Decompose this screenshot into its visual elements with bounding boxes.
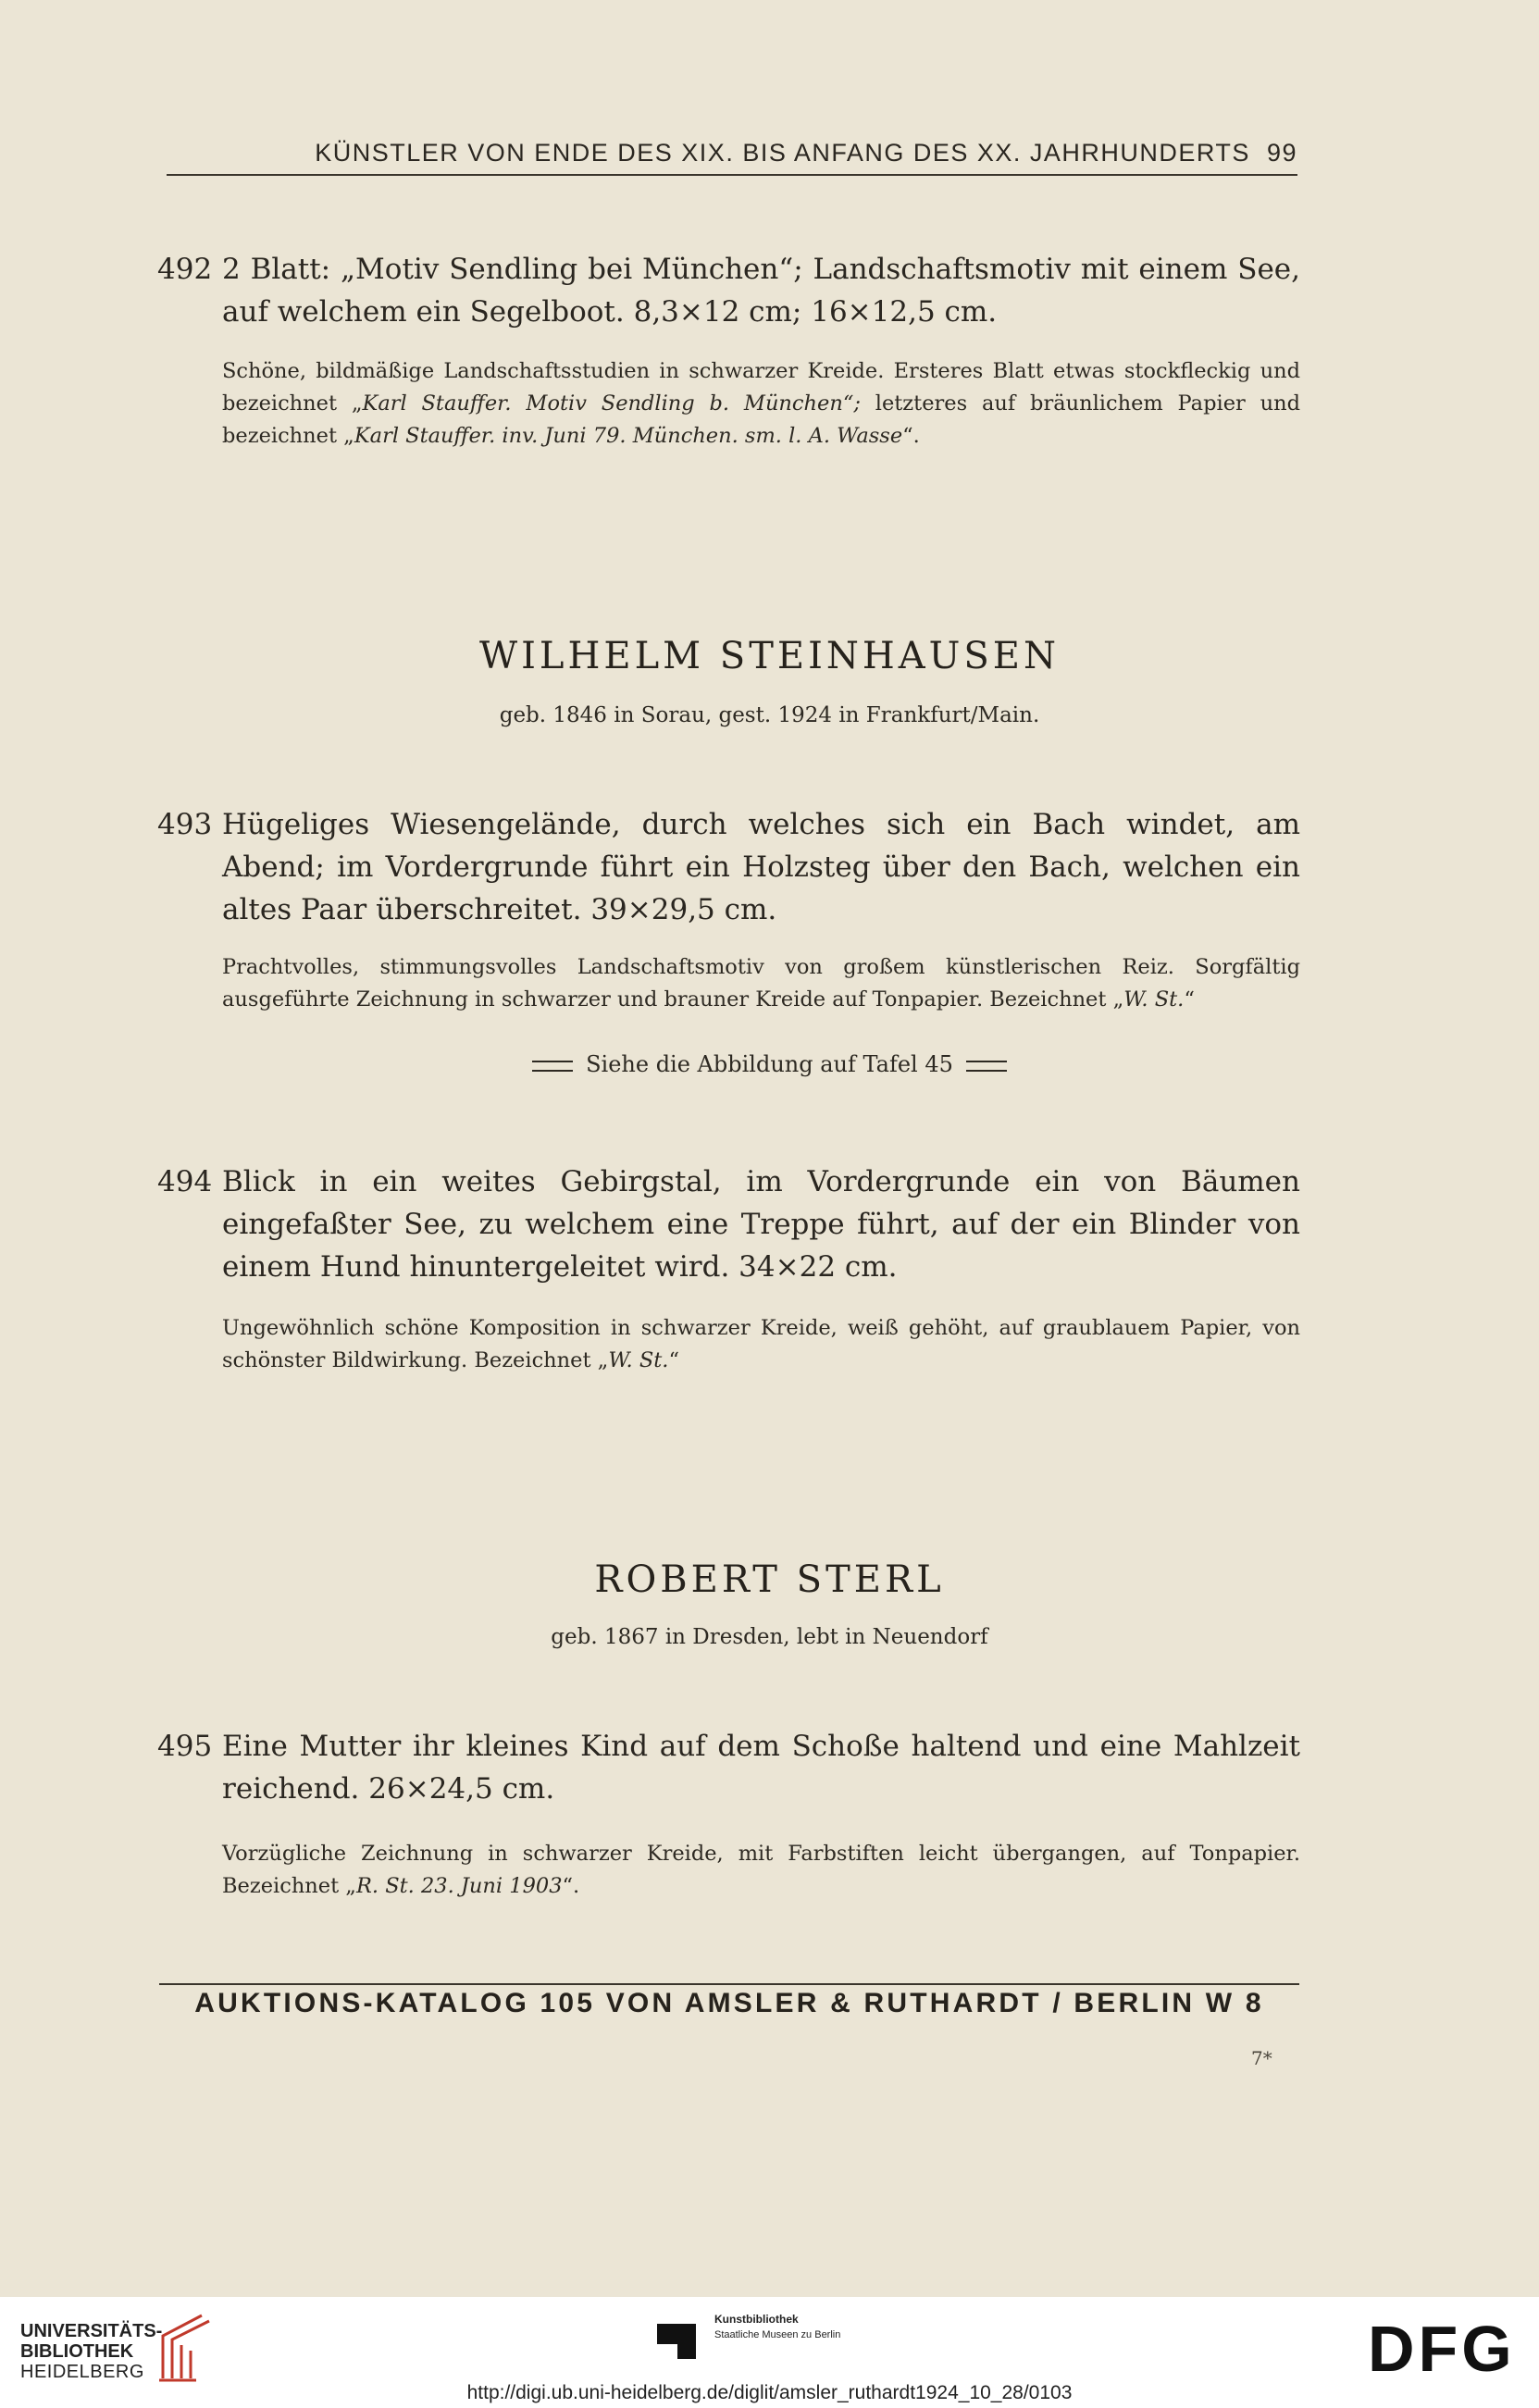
signature-mark: 7* [1251, 2047, 1272, 2069]
note-text: “. [562, 1874, 580, 1898]
note-text: “ [668, 1348, 679, 1372]
page-number: 99 [1266, 139, 1297, 167]
note-text: Prachtvolles, stimmungsvolles Landschaftsmotiv von großem künstlerischen Reiz. Sorgfältig ausgeführte Zeichnung in schwarzer und brauner Kreide auf Tonpapier. Bezeichnet „ [222, 955, 1300, 1012]
lot-note-493 [222, 951, 1300, 1016]
lot-number: 495 [157, 1730, 213, 1763]
lot-number: 492 [157, 253, 213, 286]
note-text: Vorzügliche Zeichnung in schwarzer Kreide, mit Farbstiften leicht übergangen, auf Tonpapier. Bezeichnet „ [222, 1842, 1300, 1898]
lot-title: 2 Blatt: „Motiv Sendling bei München“; Landschaftsmotiv mit einem See, auf welchem ein Segelboot. 8,3×12 cm; 16×12,5 cm. [222, 253, 1300, 329]
lot-number: 494 [157, 1165, 213, 1198]
lot-title: Hügeliges Wiesengelände, durch welches sich ein Bach windet, am Abend; im Vordergrunde führt ein Holzsteg über den Bach, welchen ein altes Paar überschreitet. 39×29,5 cm. [222, 808, 1300, 926]
artist-life-dates: geb. 1846 in Sorau, gest. 1924 in Frankfurt/Main. [499, 703, 1040, 727]
note-inscription: Karl Stauffer. inv. Juni 79. München. sm. l. A. Wasse [354, 424, 903, 448]
note-inscription: Karl Stauffer. Motiv Sendling b. München“; [362, 391, 861, 416]
lot-note-492 [222, 355, 1300, 453]
kb-line-1: Kunstbibliothek [714, 2313, 799, 2326]
note-text: “ [1184, 987, 1195, 1012]
ub-heidelberg-logo-icon [155, 2310, 215, 2384]
permalink-url[interactable]: http://digi.ub.uni-heidelberg.de/diglit/amsler_ruthardt1924_10_28/0103 [466, 2382, 1073, 2403]
artist-heading: ROBERT STERL [594, 1558, 945, 1601]
lot-entry-493 [157, 803, 1300, 931]
ub-line-2: BIBLIOTHEK [20, 2341, 134, 2362]
lot-title: Eine Mutter ihr kleines Kind auf dem Schoße haltend und eine Mahlzeit reichend. 26×24,5 cm. [222, 1730, 1300, 1806]
lot-note-494 [222, 1312, 1300, 1377]
lot-entry-492 [157, 248, 1300, 333]
artist-heading: WILHELM STEINHAUSEN [479, 635, 1060, 677]
note-inscription: R. St. 23. Juni 1903 [355, 1874, 563, 1898]
note-text: Schöne, bildmäßige Landschaftsstudien in schwarzer Kreide. Ersteres Blatt etwas stockfleckig und bezeichnet „ [222, 359, 1300, 416]
lot-entry-494 [157, 1161, 1300, 1288]
running-title: KÜNSTLER VON ENDE DES XIX. BIS ANFANG DES XX. JAHRHUNDERTS [315, 139, 1250, 167]
note-text: “. [902, 424, 920, 448]
lot-entry-495 [157, 1725, 1300, 1810]
note-inscription: W. St. [608, 1348, 669, 1372]
lot-title: Blick in ein weites Gebirgstal, im Vordergrunde ein von Bäumen eingefaßter See, zu welchem eine Treppe führt, auf der ein Blinder von einem Hund hinuntergeleitet wird. 34×22 cm. [222, 1165, 1300, 1284]
lot-number: 493 [157, 808, 213, 841]
header-rule [167, 174, 1297, 176]
note-text: letzteres auf bräunlichem Papier und bezeichnet „ [222, 391, 1300, 448]
kunstbibliothek-logo-text[interactable] [714, 2312, 840, 2343]
double-rule-left [532, 1061, 573, 1072]
ub-line-3: HEIDELBERG [20, 2362, 144, 2382]
running-header [167, 139, 1297, 168]
kunstbibliothek-logo-icon [657, 2318, 700, 2359]
kb-line-2: Staatliche Museen zu Berlin [714, 2329, 841, 2340]
see-plate-text: Siehe die Abbildung auf Tafel 45 [586, 1051, 953, 1077]
ub-line-1: UNIVERSITÄTS- [20, 2321, 163, 2341]
artist-life-dates: geb. 1867 in Dresden, lebt in Neuendorf [551, 1625, 988, 1649]
note-text: Ungewöhnlich schöne Komposition in schwarzer Kreide, weiß gehöht, auf graublauem Papier, von schönster Bildwirkung. Bezeichnet „ [222, 1316, 1300, 1372]
catalog-footer: AUKTIONS-KATALOG 105 VON AMSLER & RUTHARDT / BERLIN W 8 [194, 1988, 1264, 2018]
note-inscription: W. St. [1123, 987, 1185, 1012]
dfg-logo[interactable]: DFG [1368, 2313, 1516, 2385]
lot-note-495 [222, 1838, 1300, 1903]
ub-heidelberg-logo-text[interactable] [20, 2321, 162, 2382]
see-plate-reference [0, 1051, 1539, 1077]
footer-rule [159, 1983, 1299, 1985]
double-rule-right [966, 1061, 1007, 1072]
